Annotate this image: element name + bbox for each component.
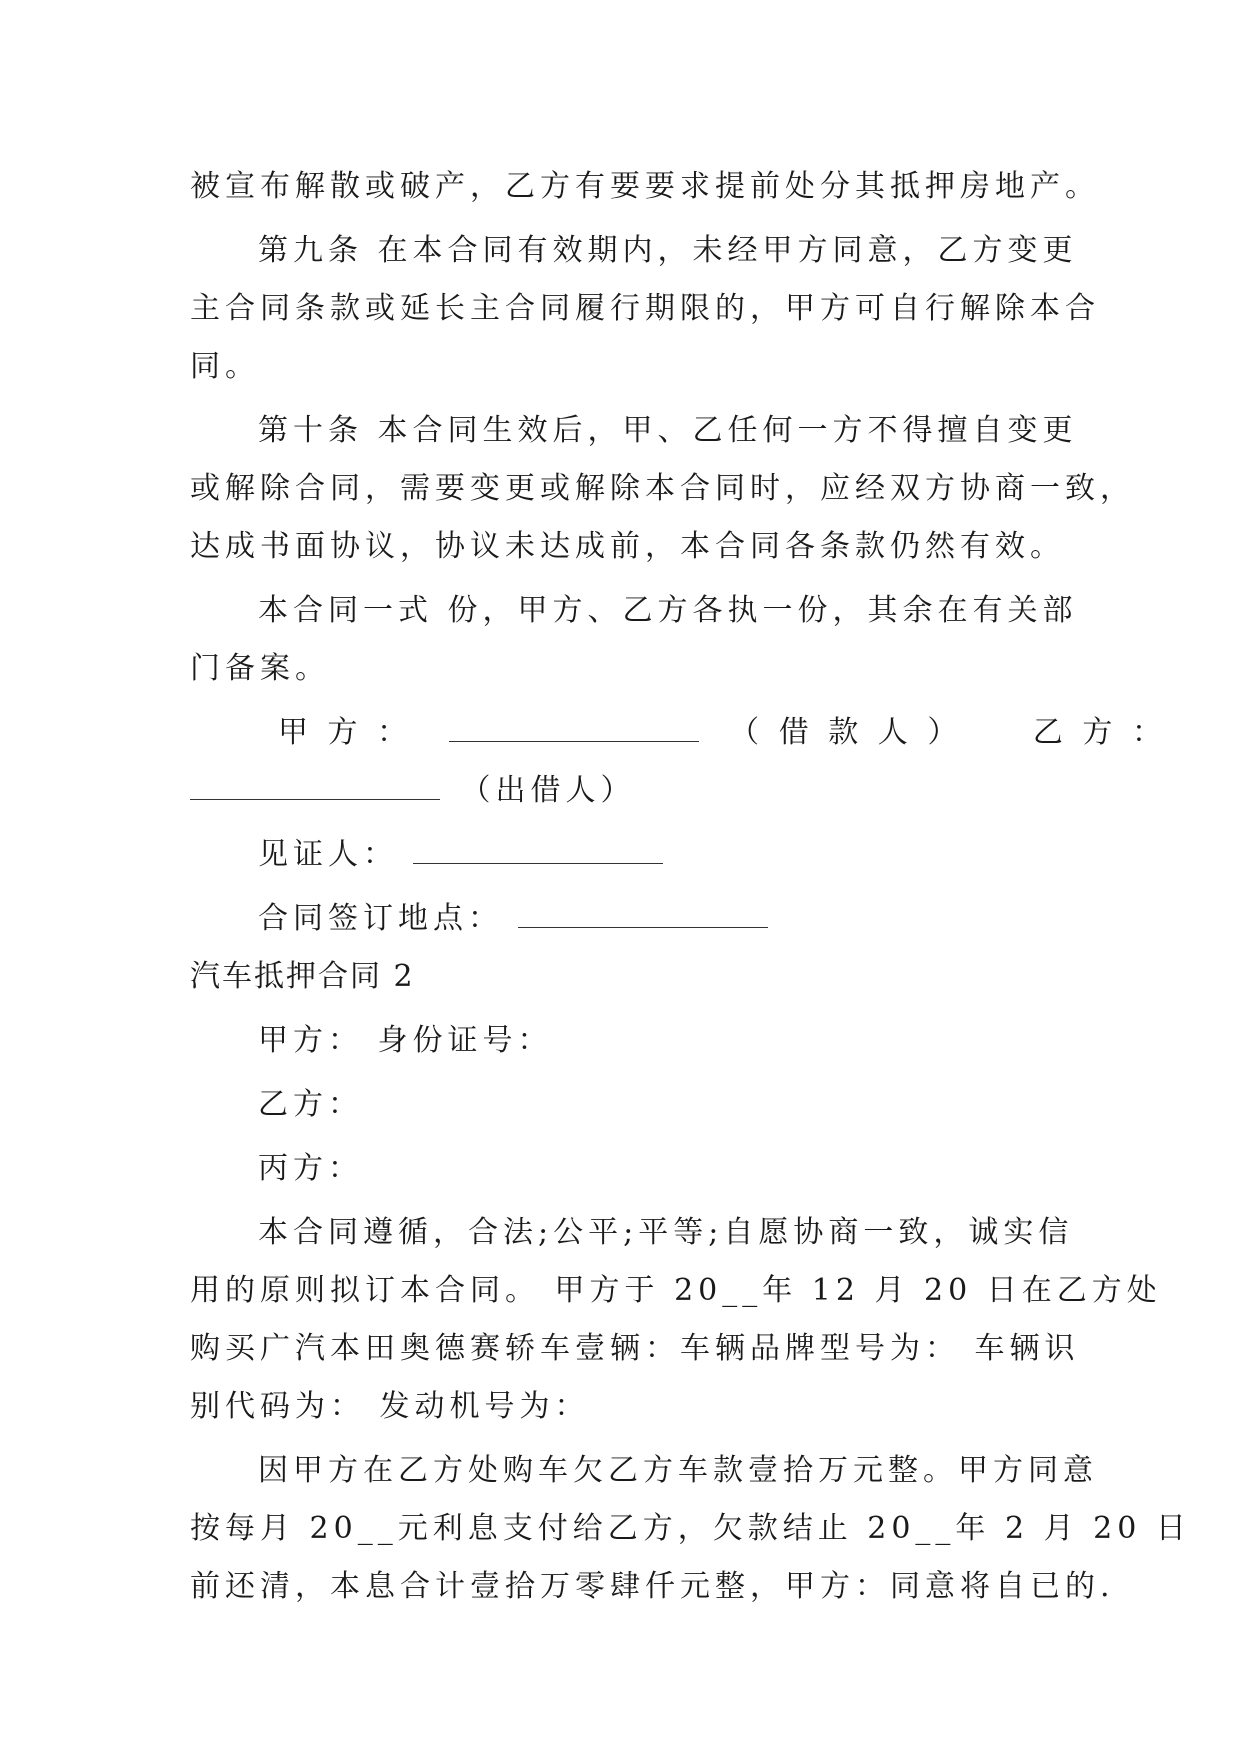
place-blank — [518, 897, 768, 928]
party-b-line — [190, 762, 1060, 820]
party-a-label: 甲 方 ： — [278, 715, 413, 750]
party-a-blank — [449, 711, 699, 742]
party-b-blank — [190, 769, 440, 800]
text-line: 同。 — [190, 349, 260, 384]
article-9-line: 第九条 在本合同有效期内，未经甲方同意，乙方变更 — [258, 233, 1078, 268]
party-b-label: 乙 方 ： — [1032, 715, 1167, 750]
text-line: 前还清，本息合计壹拾万零肆仟元整，甲方：同意将自已的. — [190, 1569, 1115, 1604]
party-b-line-2: 乙方： — [258, 1087, 363, 1122]
witness-line — [190, 826, 1060, 884]
text-line: 购买广汽本田奥德赛轿车壹辆：车辆品牌型号为： 车辆识 — [190, 1331, 1080, 1366]
text-line: 被宣布解散或破产，乙方有要要求提前处分其抵押房地产。 — [190, 169, 1100, 204]
party-a-id-line: 甲方： 身份证号： — [258, 1023, 553, 1058]
text-line: 主合同条款或延长主合同履行期限的，甲方可自行解除本合 — [190, 291, 1100, 326]
signature-parties-line — [190, 704, 1167, 762]
text-line: 用的原则拟订本合同。 甲方于 20__年 12 月 20 日在乙方处 — [190, 1273, 1162, 1308]
witness-blank — [413, 833, 663, 864]
text-line: 本合同遵循，合法;公平;平等;自愿协商一致，诚实信 — [258, 1215, 1074, 1250]
text-line: 或解除合同，需要变更或解除本合同时，应经双方协商一致， — [190, 471, 1135, 506]
witness-label: 见证人： — [258, 837, 398, 872]
text-line: 因甲方在乙方处购车欠乙方车款壹拾万元整。甲方同意 — [258, 1453, 1098, 1488]
copies-line: 本合同一式 份，甲方、乙方各执一份，其余在有关部 — [258, 593, 1078, 628]
text-line: 达成书面协议，协议未达成前，本合同各条款仍然有效。 — [190, 529, 1065, 564]
document-page — [190, 158, 1191, 1616]
party-a-role: （ 借 款 人 ） — [729, 715, 963, 750]
text-line: 别代码为： 发动机号为： — [190, 1389, 590, 1424]
text-line: 门备案。 — [190, 651, 330, 686]
text-line: 按每月 20__元利息支付给乙方，欠款结止 20__年 2 月 20 日 — [190, 1511, 1191, 1546]
place-label: 合同签订地点： — [258, 901, 503, 936]
article-10-line: 第十条 本合同生效后，甲、乙任何一方不得擅自变更 — [258, 413, 1078, 448]
place-line — [190, 890, 1060, 948]
section-title: 汽车抵押合同 2 — [190, 959, 415, 994]
party-c-line: 丙方： — [258, 1151, 363, 1186]
party-b-role: （出借人） — [460, 773, 636, 808]
